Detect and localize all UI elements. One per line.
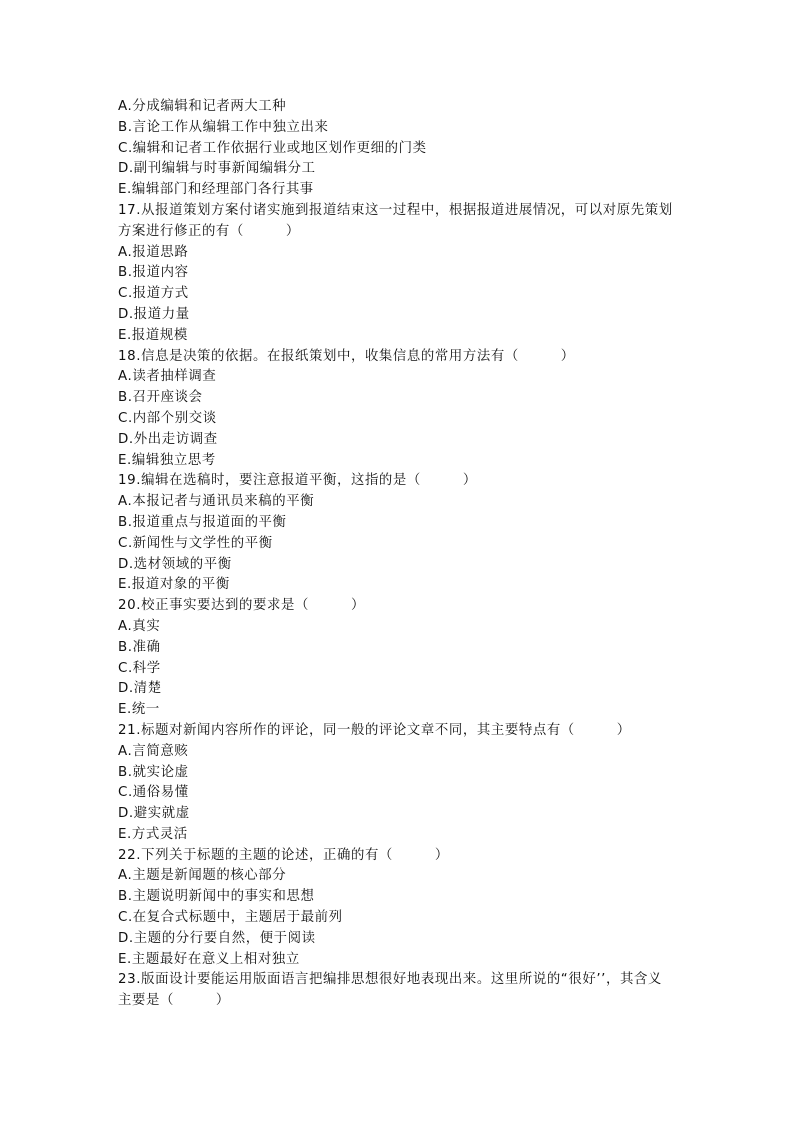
option-line: E.方式灵活 <box>118 826 188 842</box>
option-line: C.新闻性与文学性的平衡 <box>118 535 273 551</box>
option-line: E.报道对象的平衡 <box>118 577 230 593</box>
option-line: A.言简意赅 <box>118 743 189 759</box>
option-line: D.避实就虚 <box>118 806 190 822</box>
option-line: C.内部个别交谈 <box>118 410 217 426</box>
question-stem: 19.编辑在选稿时，要注意报道平衡，这指的是（ ） <box>118 473 477 489</box>
option-line: D.主题的分行要自然，便于阅读 <box>118 930 316 946</box>
option-line: A.报道思路 <box>118 244 189 260</box>
document-body <box>118 97 678 1012</box>
option-line: A.主题是新闻题的核心部分 <box>118 868 287 884</box>
question-stem: 20.校正事实要达到的要求是（ ） <box>118 598 365 614</box>
question-stem: 方案进行修正的有（ ） <box>118 223 300 239</box>
option-line: A.本报记者与通讯员来稿的平衡 <box>118 494 315 510</box>
option-line: B.召开座谈会 <box>118 390 203 406</box>
question-stem: 23.版面设计要能运用版面语言把编排思想很好地表现出来。这里所说的“很好’’，其含义 <box>118 972 663 988</box>
option-line: E.编辑独立思考 <box>118 452 216 468</box>
option-line: A.读者抽样调查 <box>118 369 217 385</box>
option-line: C.科学 <box>118 660 161 676</box>
option-line: C.通俗易懂 <box>118 785 189 801</box>
option-line: C.编辑和记者工作依据行业或地区划作更细的门类 <box>118 140 427 156</box>
option-line: B.就实论虚 <box>118 764 189 780</box>
option-line: C.报道方式 <box>118 286 189 302</box>
option-line: E.统一 <box>118 702 160 718</box>
option-line: C.在复合式标题中，主题居于最前列 <box>118 910 343 926</box>
option-line: D.选材领域的平衡 <box>118 556 232 572</box>
question-stem: 21.标题对新闻内容所作的评论，同一般的评论文章不同，其主要特点有（ ） <box>118 722 631 738</box>
option-line: B.主题说明新闻中的事实和思想 <box>118 889 315 905</box>
question-stem: 主要是（ ） <box>118 993 230 1009</box>
option-line: D.报道力量 <box>118 306 190 322</box>
question-stem: 22.下列关于标题的主题的论述，正确的有（ ） <box>118 847 449 863</box>
option-line: A.分成编辑和记者两大工种 <box>118 99 287 114</box>
question-stem: 18.信息是决策的依据。在报纸策划中，收集信息的常用方法有（ ） <box>118 348 575 364</box>
option-line: E.报道规模 <box>118 327 188 343</box>
option-line: B.报道重点与报道面的平衡 <box>118 514 287 530</box>
option-line: E.主题最好在意义上相对独立 <box>118 951 300 967</box>
option-line: D.清楚 <box>118 681 162 697</box>
option-line: A.真实 <box>118 618 161 634</box>
option-line: B.言论工作从编辑工作中独立出来 <box>118 119 329 135</box>
option-line: D.外出走访调查 <box>118 431 218 447</box>
option-line: B.报道内容 <box>118 265 189 281</box>
option-line: E.编辑部门和经理部门各行其事 <box>118 182 314 198</box>
option-line: B.准确 <box>118 639 161 655</box>
question-stem: 17.从报道策划方案付诸实施到报道结束这一过程中，根据报道进展情况，可以对原先策划 <box>118 202 673 218</box>
option-line: D.副刊编辑与时事新闻编辑分工 <box>118 161 316 177</box>
